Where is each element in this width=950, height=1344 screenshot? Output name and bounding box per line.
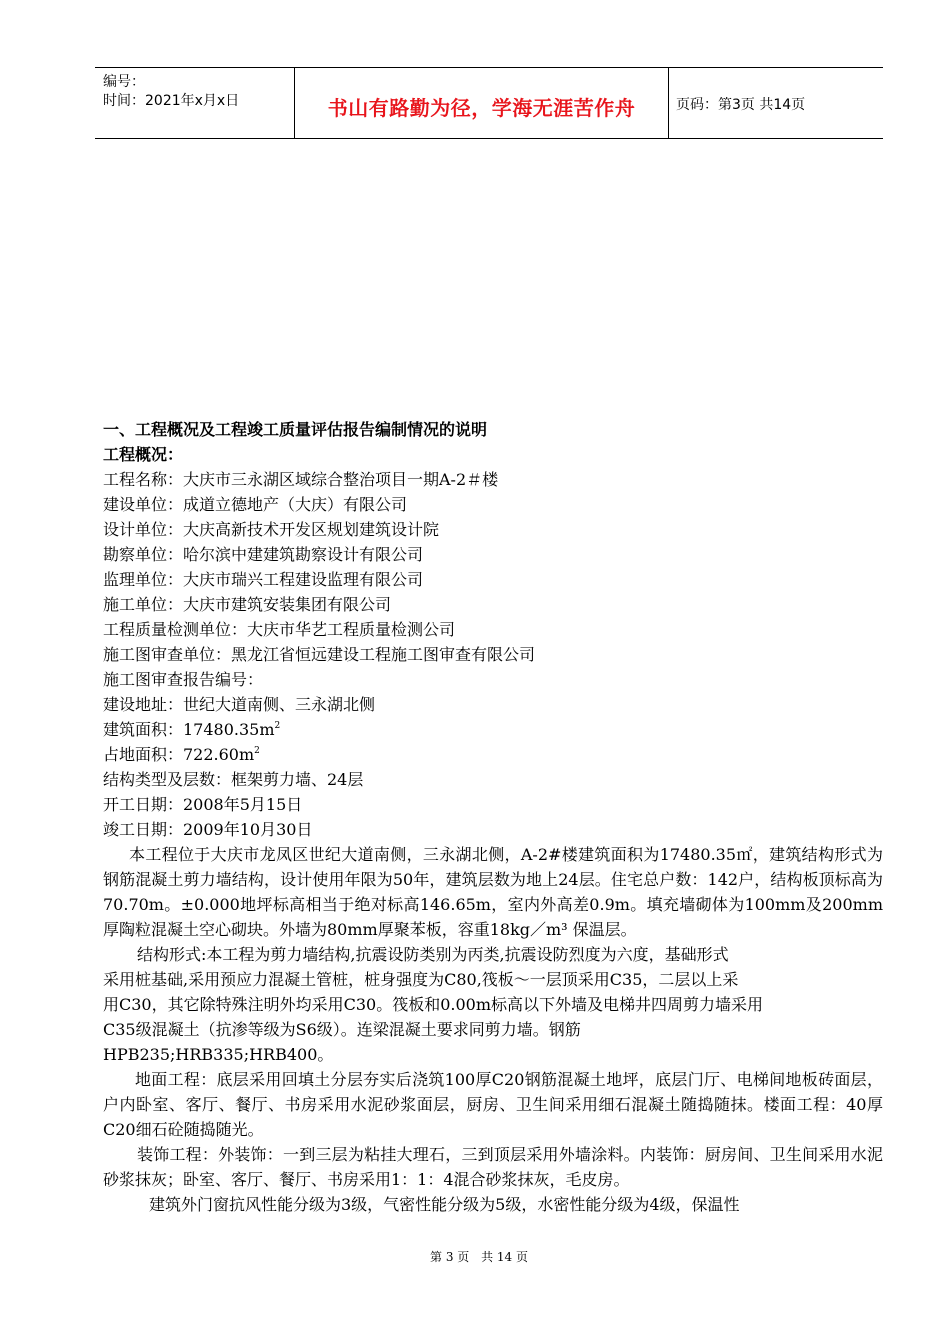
paragraph-floor-works: 地面工程：底层采用回填土分层夯实后浇筑100厚C20钢筋混凝土地坪，底层门厅、电梯间地板砖面层，户内卧室、客厅、餐厅、书房采用水泥砂浆面层，厨房、卫生间采用细石混凝土随捣随抹。楼面工程：40厚C20细石砼随捣随光。 [103,1070,883,1139]
fact-supervisor: 监理单位：大庆市瑞兴工程建设监理有限公司 [103,570,424,589]
document-number-label: 编号： [103,74,145,90]
fact-drawing-review-unit: 施工图审查单位：黑龙江省恒远建设工程施工图审查有限公司 [103,645,536,664]
header-page-cell [668,68,883,138]
fact-start-date: 开工日期：2008年5月15日 [103,795,303,814]
fact-surveyor: 勘察单位：哈尔滨中建建筑勘察设计有限公司 [103,545,424,564]
footer-page: 第 3 页 [430,1250,470,1264]
overview-title: 工程概况： [103,445,184,464]
fact-project-name: 工程名称：大庆市三永湖区域综合整治项目一期A-2＃楼 [103,470,499,489]
paragraph-decoration: 装饰工程：外装饰：一到三层为粘挂大理石，三到顶层采用外墙涂料。内装饰：厨房间、卫生间采用水泥砂浆抹灰；卧室、客厅、餐厅、书房采用1：1：4混合砂浆抹灰，毛皮房。 [103,1145,883,1189]
fact-contractor: 施工单位：大庆市建筑安装集团有限公司 [103,595,392,614]
header-motto-cell [294,68,669,138]
fact-completion-date: 竣工日期：2009年10月30日 [103,820,313,839]
section-title: 一、工程概况及工程竣工质量评估报告编制情况的说明 [103,420,488,439]
footer-total: 共 14 页 [481,1250,528,1264]
paragraph-location: 本工程位于大庆市龙凤区世纪大道南侧，三永湖北侧，A-2#楼建筑面积为17480.35㎡，建筑结构形式为钢筋混凝土剪力墙结构，设计使用年限为50年，建筑层数为地上24层。住宅总户数：142户，结构板顶标高为70.70m。±0.000地坪标高相当于绝对标高146.65m，室内外高差0.9m。填充墙砌体为100mm及200mm厚陶粒混凝土空心砌块。外墙为80mm厚聚苯板，容重18kg／m³ 保温层。 [103,845,883,939]
header-page-number: 页码：第3页 共14页 [676,97,806,113]
fact-owner: 建设单位：成道立德地产（大庆）有限公司 [103,495,408,514]
document-body [103,417,883,1217]
paragraph-structure: 结构形式:本工程为剪力墙结构,抗震设防类别为丙类,抗震设防烈度为六度，基础形式 采用桩基础,采用预应力混凝土管桩，桩身强度为C80,筏板～一层顶采用C35，二层以上采 用C30，其它除特殊注明外均采用C30。筏板和0.00m标高以下外墙及电梯井四周剪力墙采用 C35级混凝土（抗渗等级为S6级）。连梁混凝土要求同剪力墙。钢筋 HPB235;HRB335;HRB400。 [103,945,764,1064]
fact-building-area: 建筑面积：$17480.35m^2$ [103,720,281,739]
document-time-label: 时间：2021年x月x日 [103,93,240,109]
header-motto: 书山有路勤为径，学海无涯苦作舟 [327,96,636,120]
paragraph-windows: 建筑外门窗抗风性能分级为3级，气密性能分级为5级，水密性能分级为4级，保温性 [149,1195,740,1214]
fact-land-area: 占地面积：$722.60m^2$ [103,745,260,764]
page-footer [0,1248,950,1265]
fact-address: 建设地址：世纪大道南侧、三永湖北侧 [103,695,376,714]
fact-review-report-number: 施工图审查报告编号： [103,670,264,689]
fact-structure-type: 结构类型及层数：框架剪力墙、24层 [103,770,364,789]
header-meta-cell [95,68,294,138]
fact-testing-unit: 工程质量检测单位：大庆市华艺工程质量检测公司 [103,620,456,639]
fact-designer: 设计单位：大庆高新技术开发区规划建筑设计院 [103,520,440,539]
page-header [95,67,883,139]
